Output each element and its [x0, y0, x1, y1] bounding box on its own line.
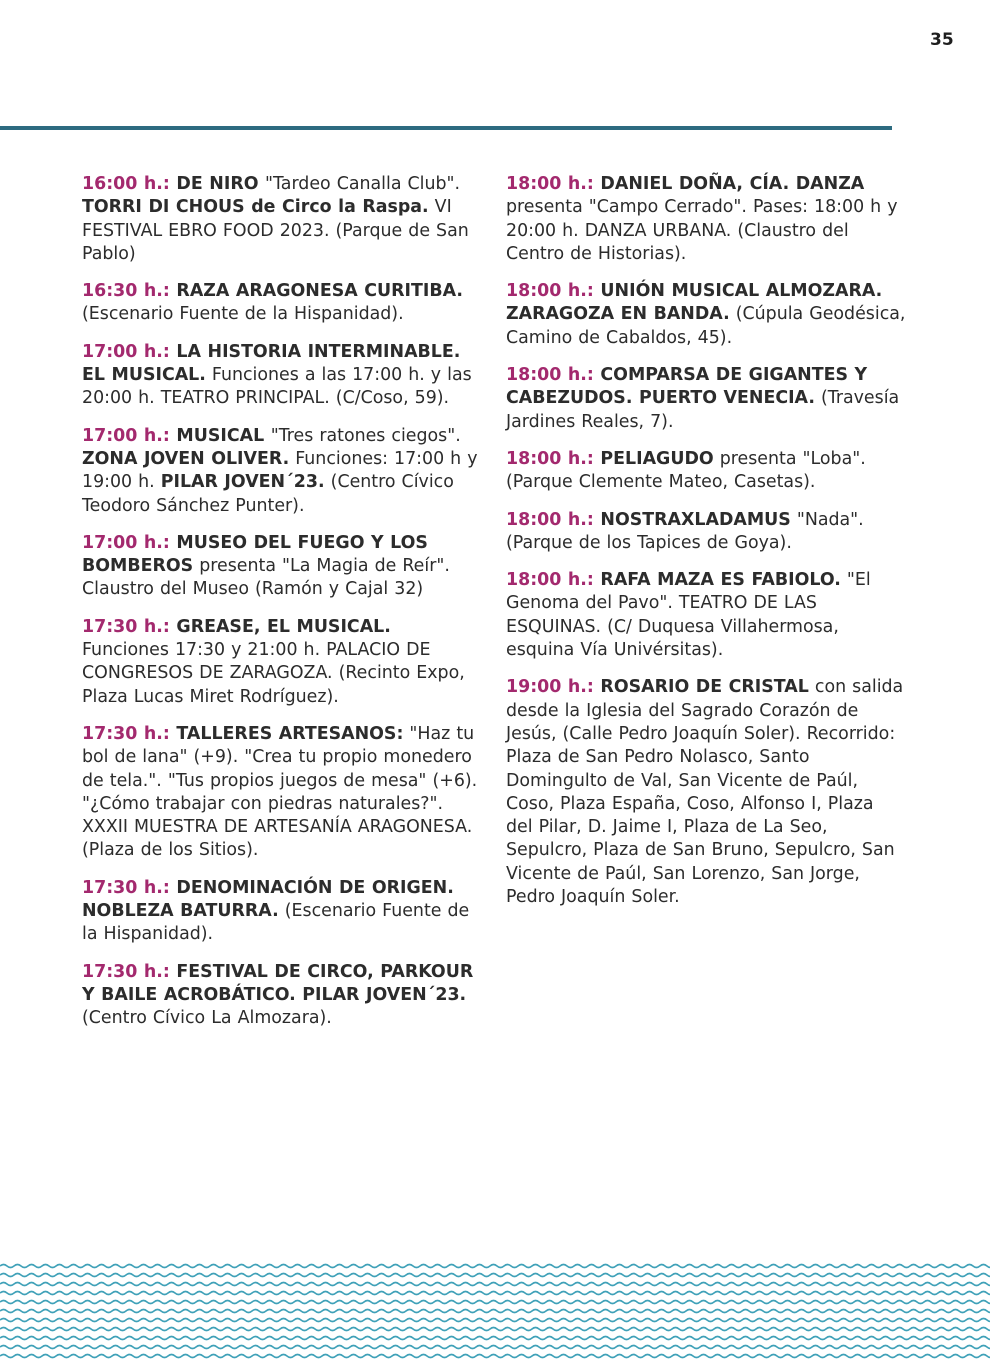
event-details: presenta "La Magia de Reír". Claustro del Museo (Ramón y Cajal 32) — [82, 556, 450, 600]
event-details: "Tres ratones ciegos". — [270, 425, 461, 446]
event-time: 18:00 h.: — [506, 281, 601, 302]
event-entry — [506, 676, 906, 909]
event-details: "El Genoma del Pavo". TEATRO DE LAS ESQUINAS. (C/ Duquesa Villahermosa, esquina Vía Univérsitas). — [506, 570, 871, 661]
wave-line — [0, 1274, 990, 1277]
event-entry — [82, 723, 482, 863]
event-details: (Travesía Jardines Reales, 7). — [506, 388, 900, 432]
event-title: RAZA ARAGONESA CURITIBA. — [176, 281, 463, 302]
wave-line — [0, 1328, 990, 1331]
event-time: 18:00 h.: — [506, 448, 601, 469]
event-entry — [506, 173, 906, 266]
event-details: "Haz tu bol de lana" (+9). "Crea tu propio monedero de tela.". "Tus propios juegos de mesa" (+6). "¿Cómo trabajar con piedras naturales?". XXXII MUESTRA DE ARTESANÍA ARAGONESA. (Plaza de los Sitios). — [82, 723, 478, 861]
event-details: (Escenario Fuente de la Hispanidad). — [82, 901, 470, 945]
event-time: 18:00 h.: — [506, 174, 601, 194]
wave-line — [0, 1355, 990, 1358]
event-time: 18:00 h.: — [506, 570, 601, 591]
event-title: DE NIRO — [176, 174, 266, 194]
event-entry — [82, 532, 482, 602]
header-rule — [0, 126, 892, 130]
event-title: DANIEL DOÑA, CÍA. DANZA — [600, 174, 865, 194]
event-time: 17:00 h.: — [82, 532, 177, 553]
right-column — [506, 173, 906, 909]
event-time: 17:30 h.: — [82, 723, 177, 744]
event-title: RAFA MAZA ES FABIOLO. — [600, 570, 841, 591]
event-details: "Nada". (Parque de los Tapices de Goya). — [506, 509, 864, 553]
event-title: ZONA JOVEN OLIVER. — [82, 448, 290, 469]
event-time: 17:30 h.: — [82, 877, 177, 898]
event-entry — [506, 364, 906, 434]
event-title: MUSEO DEL FUEGO Y LOS BOMBEROS — [82, 532, 428, 577]
wave-line — [0, 1301, 990, 1304]
wave-pattern-decoration — [0, 1262, 990, 1363]
event-time: 18:00 h.: — [506, 365, 601, 386]
event-title: MUSICAL — [176, 425, 271, 446]
event-details: (Centro Cívico La Almozara). — [82, 1008, 332, 1029]
event-details: "Tardeo Canalla Club". — [265, 174, 461, 194]
event-entry — [82, 425, 482, 518]
event-title: TORRI DI CHOUS de Circo la Raspa. — [82, 197, 429, 218]
event-entry — [82, 173, 482, 266]
event-title: UNIÓN MUSICAL ALMOZARA. ZARAGOZA EN BANDA. — [506, 281, 883, 325]
page-number: 35 — [930, 30, 954, 50]
wave-line — [0, 1310, 990, 1313]
event-time: 17:00 h.: — [82, 341, 177, 362]
wave-line — [0, 1265, 990, 1268]
event-details: (Centro Cívico Teodoro Sánchez Punter). — [82, 472, 454, 516]
event-time: 16:30 h.: — [82, 281, 177, 302]
event-time: 19:00 h.: — [506, 677, 601, 698]
wave-line — [0, 1346, 990, 1349]
event-details: presenta "Loba". (Parque Clemente Mateo, Casetas). — [506, 448, 866, 493]
event-title: LA HISTORIA INTERMINABLE. EL MUSICAL. — [82, 341, 461, 386]
wave-line — [0, 1337, 990, 1340]
event-entry — [82, 341, 482, 411]
event-entry — [82, 280, 482, 327]
event-details: Funciones: 17:00 h y 19:00 h. — [82, 448, 478, 493]
event-details: (Cúpula Geodésica, Camino de Cabaldos, 45). — [506, 304, 906, 348]
event-title: GREASE, EL MUSICAL. — [176, 616, 391, 637]
event-entry — [82, 877, 482, 947]
event-title: COMPARSA DE GIGANTES Y CABEZUDOS. PUERTO VENECIA. — [506, 365, 868, 409]
event-title: ROSARIO DE CRISTAL — [600, 677, 809, 698]
wave-line — [0, 1283, 990, 1286]
event-entry — [506, 448, 906, 495]
event-time: 18:00 h.: — [506, 509, 601, 530]
event-details: (Escenario Fuente de la Hispanidad). — [82, 304, 404, 325]
event-entry — [506, 569, 906, 662]
event-time: 17:30 h.: — [82, 616, 177, 637]
left-column — [82, 173, 482, 1031]
event-details: Funciones 17:30 y 21:00 h. PALACIO DE CONGRESOS DE ZARAGOZA. (Recinto Expo, Plaza Lucas Miret Rodríguez). — [82, 640, 465, 707]
event-title: PELIAGUDO — [600, 448, 714, 469]
event-title: FESTIVAL DE CIRCO, PARKOUR Y BAILE ACROBÁTICO. PILAR JOVEN´23. — [82, 961, 474, 1005]
event-title: DENOMINACIÓN DE ORIGEN. NOBLEZA BATURRA. — [82, 877, 454, 922]
event-details: VI FESTIVAL EBRO FOOD 2023. (Parque de San Pablo) — [82, 197, 469, 264]
event-entry — [506, 280, 906, 350]
event-details: con salida desde la Iglesia del Sagrado Corazón de Jesús, (Calle Pedro Joaquín Soler). Recorrido: Plaza de San Pedro Nolasco, Santo Domingulto de Val, San Vicente de Paúl, Coso, Plaza España, Coso, Alfonso I, Plaza del Pilar, D. Jaime I, Plaza de La Seo, Sepulcro, Plaza de San Bruno, Sepulcro, San Vicente de Paúl, San Lorenzo, San Jorge, Pedro Joaquín Soler. — [506, 677, 904, 908]
event-details: presenta "Campo Cerrado". Pases: 18:00 h y 20:00 h. DANZA URBANA. (Claustro del Centro de Historias). — [506, 197, 898, 264]
event-entry — [82, 616, 482, 709]
event-details: Funciones a las 17:00 h. y las 20:00 h. TEATRO PRINCIPAL. (C/Coso, 59). — [82, 365, 472, 409]
event-time: 16:00 h.: — [82, 174, 177, 194]
wave-line — [0, 1319, 990, 1322]
event-title: PILAR JOVEN´23. — [160, 472, 325, 493]
event-title: TALLERES ARTESANOS: — [176, 723, 404, 744]
event-time: 17:00 h.: — [82, 425, 177, 446]
wave-line — [0, 1292, 990, 1295]
event-title: NOSTRAXLADAMUS — [600, 509, 791, 530]
event-time: 17:30 h.: — [82, 961, 177, 982]
event-entry — [82, 961, 482, 1031]
event-entry — [506, 509, 906, 556]
